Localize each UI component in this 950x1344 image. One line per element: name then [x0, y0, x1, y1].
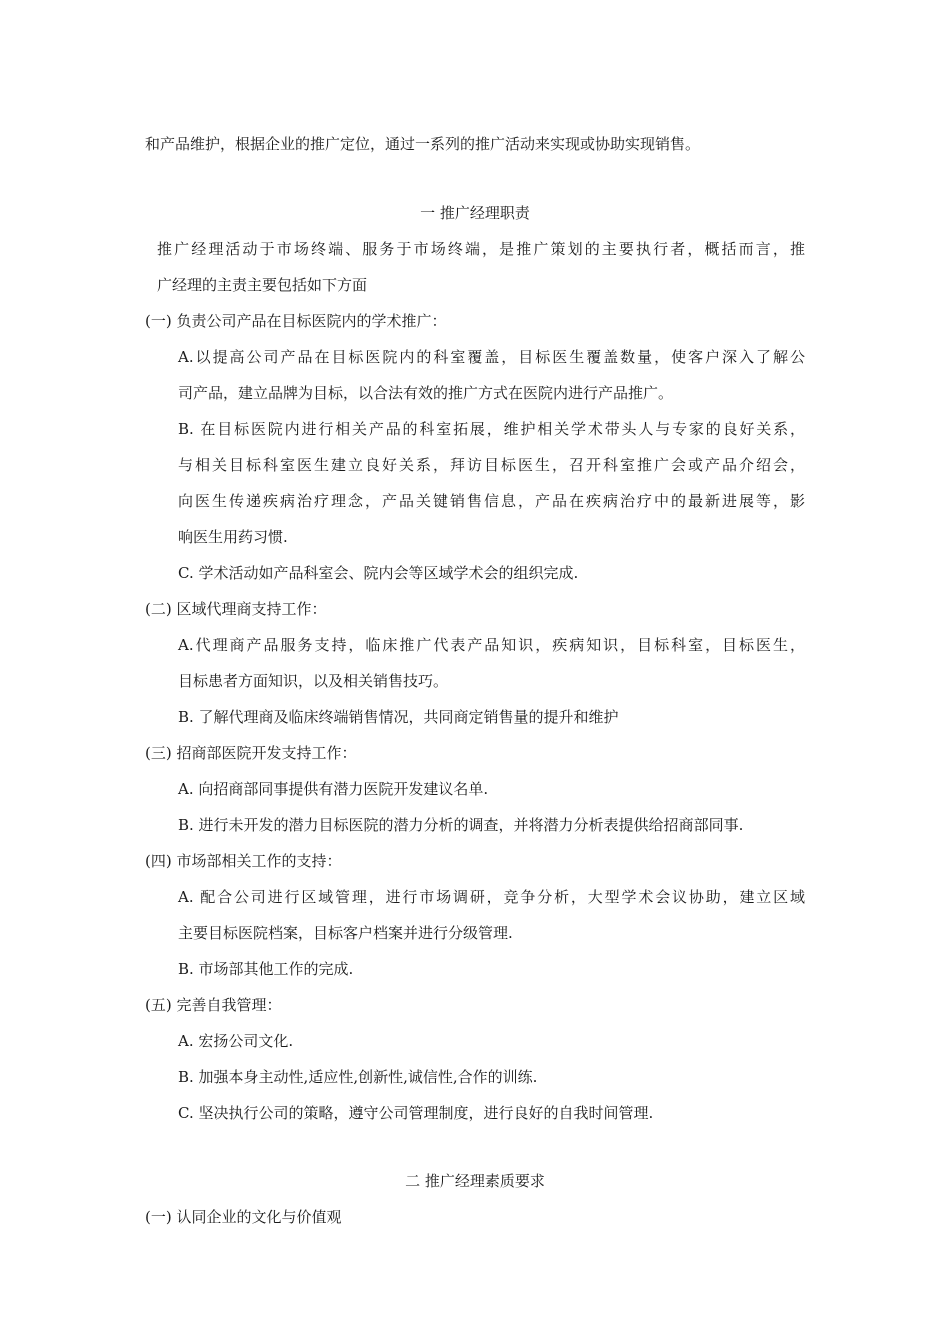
item-4-b-line: B. 市场部其他工作的完成. — [178, 960, 354, 978]
item-1-b-line: 响医生用药习惯. — [178, 528, 288, 546]
item-1-heading: (一) 负责公司产品在目标医院内的学术推广： — [145, 312, 447, 330]
item-4-a-line: 主要目标医院档案，目标客户档案并进行分级管理. — [178, 924, 513, 942]
item-3-a-line: A. 向招商部同事提供有潜力医院开发建议名单. — [178, 780, 489, 798]
item-1-a-line: A.以提高公司产品在目标医院内的科室覆盖，目标医生覆盖数量，使客户深入了解公 — [178, 348, 805, 366]
item-5-c-line: C. 坚决执行公司的策略，遵守公司管理制度，进行良好的自我时间管理. — [178, 1104, 654, 1122]
item-2-heading: (二) 区域代理商支持工作： — [145, 600, 327, 618]
section-1-paragraph-line: 推广经理活动于市场终端、服务于市场终端，是推广策划的主要执行者，概括而言，推 — [157, 240, 805, 258]
item-5-heading: (五) 完善自我管理： — [145, 996, 282, 1014]
section-1-paragraph-line: 广经理的主责主要包括如下方面 — [157, 276, 368, 294]
item-1-b-line: 向医生传递疾病治疗理念，产品关键销售信息，产品在疾病治疗中的最新进展等，影 — [178, 492, 805, 510]
item-2-a-line: 目标患者方面知识，以及相关销售技巧。 — [178, 672, 449, 690]
section-2-title: 二 推广经理素质要求 — [405, 1172, 545, 1190]
item-2-b-line: B. 了解代理商及临床终端销售情况，共同商定销售量的提升和维护 — [178, 708, 619, 726]
item-1-c-line: C. 学术活动如产品科室会、院内会等区域学术会的组织完成. — [178, 564, 579, 582]
item-1-b-line: 与相关目标科室医生建立良好关系，拜访目标医生，召开科室推广会或产品介绍会， — [178, 456, 805, 474]
item-5-b-line: B. 加强本身主动性,适应性,创新性,诚信性,合作的训练. — [178, 1068, 538, 1086]
item-3-b-line: B. 进行未开发的潜力目标医院的潜力分析的调查，并将潜力分析表提供给招商部同事. — [178, 816, 744, 834]
item-3-heading: (三) 招商部医院开发支持工作： — [145, 744, 357, 762]
item-5-a-line: A. 宏扬公司文化. — [178, 1032, 294, 1050]
section-1-title: 一 推广经理职责 — [420, 204, 530, 222]
item-1-a-line: 司产品，建立品牌为目标，以合法有效的推广方式在医院内进行产品推广。 — [178, 384, 674, 402]
intro-tail-line: 和产品维护，根据企业的推广定位，通过一系列的推广活动来实现或协助实现销售。 — [145, 135, 701, 153]
item-1-b-line: B. 在目标医院内进行相关产品的科室拓展，维护相关学术带头人与专家的良好关系， — [178, 420, 805, 438]
item-4-a-line: A. 配合公司进行区域管理，进行市场调研，竞争分析，大型学术会议协助，建立区域 — [178, 888, 805, 906]
item-4-heading: (四) 市场部相关工作的支持： — [145, 852, 342, 870]
item-2-a-line: A.代理商产品服务支持，临床推广代表产品知识，疾病知识，目标科室，目标医生， — [178, 636, 805, 654]
section-2-item-1-heading: (一) 认同企业的文化与价值观 — [145, 1208, 342, 1226]
